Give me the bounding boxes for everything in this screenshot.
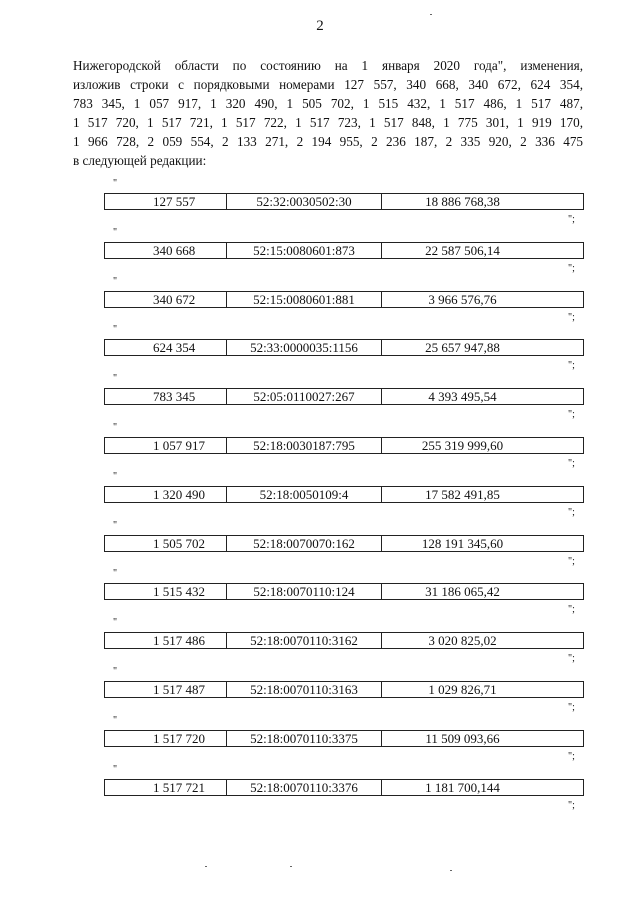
cadastral-number-cell: 52:18:0070070:162 xyxy=(227,536,382,551)
cadastral-value-cell: 255 319 999,60 xyxy=(421,438,504,453)
quote-close-mark: "; xyxy=(568,604,575,616)
intro-line: 783 345, 1 057 917, 1 320 490, 1 505 702, 1 515 432, 1 517 486, 1 517 487, xyxy=(73,96,583,111)
cadastral-number-cell: 52:18:0070110:3163 xyxy=(227,682,382,697)
quote-open-mark: " xyxy=(113,226,118,238)
quote-close-mark: "; xyxy=(568,799,575,811)
scan-speck xyxy=(290,866,292,867)
row-number-cell: 783 345 xyxy=(105,389,227,404)
quote-open-mark: " xyxy=(113,568,118,580)
cadastral-number-cell: 52:32:0030502:30 xyxy=(227,194,382,209)
table-row xyxy=(104,339,584,356)
table-row xyxy=(104,486,584,503)
table-row xyxy=(104,535,584,552)
intro-line: 1 517 720, 1 517 721, 1 517 722, 1 517 723, 1 517 848, 1 775 301, 1 919 170, xyxy=(73,115,583,130)
quote-close-mark: "; xyxy=(568,214,575,225)
cadastral-value-cell: 3 020 825,02 xyxy=(428,633,497,649)
row-number-cell: 1 517 487 xyxy=(105,682,227,697)
cadastral-number-cell: 52:18:0070110:124 xyxy=(227,584,382,599)
scan-speck xyxy=(450,870,452,871)
cadastral-value-cell: 18 886 768,38 xyxy=(425,194,500,209)
cadastral-number-cell: 52:15:0080601:881 xyxy=(227,292,382,307)
cadastral-number-cell: 52:18:0070110:3376 xyxy=(227,780,382,795)
row-number-cell: 624 354 xyxy=(105,340,227,355)
quote-close-mark: "; xyxy=(568,360,575,372)
cadastral-number-cell: 52:05:0110027:267 xyxy=(227,389,382,404)
row-number-cell: 340 668 xyxy=(105,243,227,258)
row-number-cell: 1 515 432 xyxy=(105,584,227,599)
table-row xyxy=(104,583,584,600)
row-number-cell: 1 517 720 xyxy=(105,731,227,746)
cadastral-value-cell: 22 587 506,14 xyxy=(425,242,500,258)
quote-open-mark: " xyxy=(113,763,118,775)
quote-close-mark: "; xyxy=(568,458,575,469)
cadastral-number-cell: 52:18:0030187:795 xyxy=(227,438,382,453)
quote-close-mark: "; xyxy=(568,555,575,567)
quote-open-mark: " xyxy=(113,422,118,433)
row-number-cell: 340 672 xyxy=(105,292,227,307)
table-row xyxy=(104,681,584,698)
quote-close-mark: "; xyxy=(568,506,575,518)
row-number-cell: 1 057 917 xyxy=(105,438,227,453)
quote-open-mark: " xyxy=(113,666,118,677)
intro-line: 1 966 728, 2 059 554, 2 133 271, 2 194 955, 2 236 187, 2 335 920, 2 336 475 xyxy=(73,134,583,149)
table-row xyxy=(104,193,584,210)
intro-paragraph xyxy=(73,56,583,170)
cadastral-value-cell: 11 509 093,66 xyxy=(425,730,500,746)
quote-open-mark: " xyxy=(113,324,118,336)
cadastral-number-cell: 52:18:0050109:4 xyxy=(227,487,382,502)
scan-speck xyxy=(205,866,207,867)
cadastral-value-cell: 4 393 495,54 xyxy=(428,389,497,405)
cadastral-number-cell: 52:33:0000035:1156 xyxy=(227,340,382,355)
row-number-cell: 1 320 490 xyxy=(105,487,227,502)
quote-open-mark: " xyxy=(113,470,118,482)
quote-open-mark: " xyxy=(113,178,118,189)
quote-close-mark: "; xyxy=(568,653,575,665)
cadastral-value-cell: 3 966 576,76 xyxy=(428,291,497,307)
intro-line: в следующей редакции: xyxy=(73,153,207,168)
intro-line: изложив строки с порядковыми номерами 127 557, 340 668, 340 672, 624 354, xyxy=(73,77,583,92)
page-number: 2 xyxy=(316,18,324,34)
row-number-cell: 1 517 486 xyxy=(105,633,227,648)
row-number-cell: 127 557 xyxy=(105,194,227,209)
cadastral-number-cell: 52:15:0080601:873 xyxy=(227,243,382,258)
cadastral-number-cell: 52:18:0070110:3375 xyxy=(227,731,382,746)
quote-close-mark: "; xyxy=(568,702,575,713)
row-number-cell: 1 505 702 xyxy=(105,536,227,551)
table-row xyxy=(104,388,584,405)
quote-open-mark: " xyxy=(113,275,118,287)
cadastral-number-cell: 52:18:0070110:3162 xyxy=(227,633,382,648)
row-number-cell: 1 517 721 xyxy=(105,780,227,795)
table-row xyxy=(104,242,584,259)
quote-close-mark: "; xyxy=(568,262,575,274)
quote-close-mark: "; xyxy=(568,750,575,762)
quote-open-mark: " xyxy=(113,373,118,385)
cadastral-value-cell: 17 582 491,85 xyxy=(425,486,500,502)
cadastral-value-cell: 1 029 826,71 xyxy=(428,682,497,697)
intro-line: Нижегородской области по состоянию на 1 января 2020 года", изменения, xyxy=(73,58,583,73)
quote-open-mark: " xyxy=(113,714,118,726)
cadastral-value-cell: 128 191 345,60 xyxy=(421,535,504,551)
table-row xyxy=(104,730,584,747)
table-row xyxy=(104,291,584,308)
table-row xyxy=(104,437,584,454)
scan-speck xyxy=(430,14,432,15)
cadastral-value-cell: 31 186 065,42 xyxy=(425,584,500,600)
table-row xyxy=(104,779,584,796)
cadastral-value-cell: 1 181 700,144 xyxy=(425,779,500,795)
cadastral-value-cell: 25 657 947,88 xyxy=(425,340,500,356)
quote-close-mark: "; xyxy=(568,409,575,421)
quote-open-mark: " xyxy=(113,617,118,629)
quote-close-mark: "; xyxy=(568,311,575,323)
table-row xyxy=(104,632,584,649)
quote-open-mark: " xyxy=(113,519,118,531)
